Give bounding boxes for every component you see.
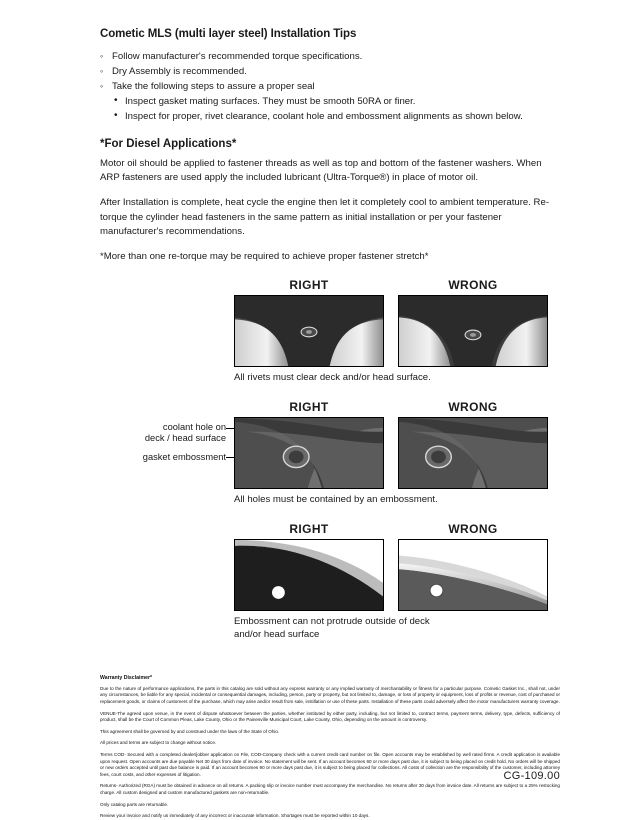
diesel-paragraph-3: *More than one re-torque may be required to achieve proper fastener stretch* bbox=[100, 251, 429, 263]
figure-image bbox=[398, 417, 548, 489]
diesel-paragraph-1: Motor oil should be applied to fastener threads as well as top and bottom of the fastener washers. When ARP fasteners are used apply the included lubricant (Ultra-Torque®) in place of motor oil. bbox=[100, 158, 542, 184]
callout-coolant-hole-line2: deck / head surface bbox=[144, 433, 226, 444]
warranty-paragraph: VENUE-The agreed upon venue, in the event of dispute whatsoever between the parties, whether instituted by either party, including, but not limited to, contract terms, payment terms, delivery, type, defects, sufficiency of product, shall be the Court of Common Pleas, Lake County, Ohio or the Painesville Municipal Court, Lake County, Ohio, depending on the amount in controversy. bbox=[100, 710, 560, 723]
list-item: • Inspect gasket mating surfaces. They must be smooth 50RA or finer. bbox=[114, 94, 560, 109]
list-item: ◦ Dry Assembly is recommended. bbox=[100, 64, 560, 79]
warranty-paragraph: Returns- Authorized (RGA) must be obtained in advance on all returns. A packing slip or invoice number must accompany the merchandise. No returns after 30 days from invoice date. All returns are subject to a 25% restocking charge. All custom designed and custom manufactured gaskets are non-returnable. bbox=[100, 783, 560, 795]
warranty-paragraph: All prices and terms are subject to change without notice. bbox=[100, 740, 217, 746]
figure-group bbox=[100, 278, 560, 641]
figure-holes-right bbox=[234, 400, 384, 489]
list-item: ◦ Follow manufacturer's recommended torque specifications. bbox=[100, 49, 560, 64]
figure-label-right: RIGHT bbox=[289, 522, 329, 537]
figure-label-wrong: WRONG bbox=[448, 522, 498, 537]
document-number: CG-109.00 bbox=[503, 770, 560, 782]
figure-image bbox=[398, 539, 548, 611]
figure-protrusion-right bbox=[234, 522, 384, 611]
page-title: Cometic MLS (multi layer steel) Installation Tips bbox=[100, 28, 357, 40]
figure-image bbox=[234, 295, 384, 367]
warranty-heading: Warranty Disclaimer* bbox=[100, 675, 152, 682]
figure-holes bbox=[100, 400, 560, 506]
figure-image bbox=[234, 539, 384, 611]
figure-label-right: RIGHT bbox=[289, 278, 329, 293]
figure-rivets-right bbox=[234, 278, 384, 367]
figure-caption: All rivets must clear deck and/or head surface. bbox=[234, 372, 431, 384]
figure-rivets bbox=[100, 278, 560, 384]
figure-protrusion bbox=[100, 522, 560, 641]
diesel-paragraph-2: After Installation is complete, heat cycle the engine then let it completely cool to ambient temperature. Re-torque the cylinder head fasteners in the same pattern as initial installation or per your fastener manufacturer's recommendations. bbox=[100, 197, 550, 237]
figure-caption-line1: Embossment can not protrude outside of deck bbox=[234, 616, 430, 628]
callout-coolant-hole-line1: coolant hole on bbox=[162, 422, 226, 433]
figure-holes-wrong bbox=[398, 400, 548, 489]
warranty-paragraph: This agreement shall be governed by and construed under the laws of the State of Ohio. bbox=[100, 728, 280, 734]
tips-list bbox=[100, 49, 560, 94]
callout-gasket-embossment: gasket embossment bbox=[142, 452, 226, 463]
figure-label-wrong: WRONG bbox=[448, 400, 498, 415]
figure-protrusion-wrong bbox=[398, 522, 548, 611]
tips-sublist bbox=[100, 94, 560, 124]
warranty-paragraph: Review your invoice and notify us immediately of any incorrect or inaccurate information. Shortages must be reported within 10 days. bbox=[100, 813, 370, 819]
figure-label-wrong: WRONG bbox=[448, 278, 498, 293]
figure-image bbox=[398, 295, 548, 367]
warranty-paragraph: Terms COD- Secured with a completed dealer/jobber application on File, COD-Company check with a current credit card number on file. Open accounts may be established by well rated firms. A credit application is available upon request. Open accounts are due payable Net 30 days from date of invoice. No statement will be sent. If an account becomes 60 or more days past due, it is subject to being placed on credit hold. No orders will be shipped or new orders accepted until past due balance is paid. If an account becomes 90 or more days past due, it is subject to being placed for collections. All costs of collection are the responsibility of the customer, including attorney fees, court costs, and other expenses of litigation. bbox=[100, 751, 560, 777]
list-item: • Inspect for proper, rivet clearance, coolant hole and embossment alignments as shown below. bbox=[114, 109, 560, 124]
figure-caption: All holes must be contained by an embossment. bbox=[234, 494, 438, 506]
list-item: ◦ Take the following steps to assure a proper seal bbox=[100, 79, 560, 94]
warranty-paragraph: Only catalog parts are returnable. bbox=[100, 801, 169, 807]
diesel-heading: *For Diesel Applications* bbox=[100, 138, 237, 150]
figure-caption-line2: and/or head surface bbox=[234, 629, 320, 641]
figure-rivets-wrong bbox=[398, 278, 548, 367]
warranty-paragraph: Due to the nature of performance applications, the parts in this catalog are sold without any express warranty or any implied warranty of merchantability or fitness for a particular purpose. Cometic Gasket Inc., shall not, under any circumstances, be liable for any special, incidental or consequential damages, including, person, party or property, but not limited to, damage, or loss of property or equipment, loss of profits or revenue, cost of purchased or replacement goods, or claims of customers of the purchase, which may arise and/or result from sale, instillation or use of these parts. Installation of these parts could adversely affect the motor manufacturers warranty coverage. bbox=[100, 685, 560, 704]
warranty-section bbox=[100, 675, 560, 820]
figure-label-right: RIGHT bbox=[289, 400, 329, 415]
figure-image bbox=[234, 417, 384, 489]
